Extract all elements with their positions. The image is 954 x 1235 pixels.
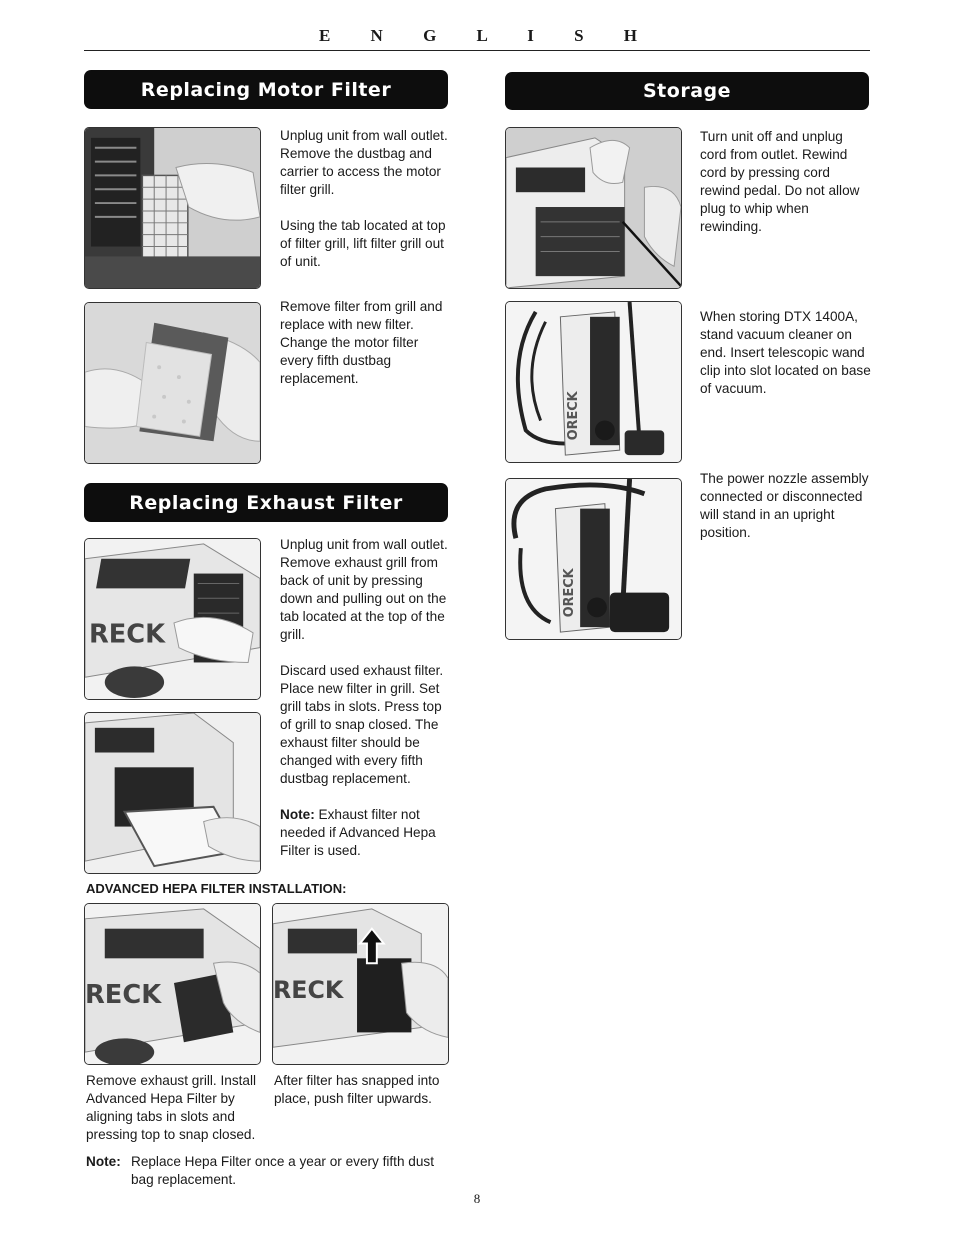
photo-brand-label-3: RECK [273, 975, 344, 1004]
motor-filter-grill-photo [84, 127, 261, 289]
storage-step1: Turn unit off and unplug cord from outlet. Rewind cord by pressing cord rewind pedal. Do not allow plug to whip when rewinding. [700, 129, 860, 234]
photo-brand-label: RECK [88, 619, 166, 650]
hepa-install-photo [84, 903, 261, 1065]
hepa-caption-left: Remove exhaust grill. Install Advanced Hepa Filter by aligning tabs in slots and pressing top to snap closed. [86, 1073, 256, 1142]
hepa-push-up-photo [272, 903, 449, 1065]
exhaust-note-text: Exhaust filter not needed if Advanced Hepa Filter is used. [280, 807, 436, 858]
vacuum-upright-photo [505, 301, 682, 463]
page-number: 8 [473, 1191, 481, 1206]
motor-filter-step1 [280, 127, 450, 271]
storage-step3: The power nozzle assembly connected or disconnected will stand in an upright position. [700, 471, 869, 540]
header-rule [84, 50, 870, 51]
hepa-note-label: Note: [86, 1154, 121, 1169]
storage-banner: Storage [505, 72, 869, 110]
photo-brand-label-5: ORECK [562, 568, 578, 618]
photo-brand-label-2: RECK [85, 979, 162, 1010]
motor-filter-step1-p1: Unplug unit from wall outlet. Remove the dustbag and carrier to access the motor filter grill. [280, 128, 448, 197]
exhaust-grill-remove-photo [84, 538, 261, 700]
storage-step2: When storing DTX 1400A, stand vacuum cleaner on end. Insert telescopic wand clip into slot located on base of vacuum. [700, 309, 871, 396]
motor-filter-replace-photo [84, 302, 261, 464]
motor-filter-step2: Remove filter from grill and replace with new filter. Change the motor filter every fifth dustbag replacement. [280, 299, 443, 386]
exhaust-note-label: Note: [280, 807, 315, 822]
motor-filter-step1-p2: Using the tab located at top of filter grill, lift filter grill out of unit. [280, 218, 446, 269]
exhaust-filter-p2: Discard used exhaust filter. Place new filter in grill. Set grill tabs in slots. Press top of grill to snap closed. The exhaust filter should be changed with every fifth dustbag replacement. [280, 663, 444, 786]
photo-brand-label-4: ORECK [566, 391, 582, 441]
language-header: E N G L I S H [318, 26, 656, 45]
hepa-note-text: Replace Hepa Filter once a year or every fifth dust bag replacement. [131, 1154, 434, 1187]
power-nozzle-photo [505, 478, 682, 640]
hepa-note [86, 1153, 446, 1189]
exhaust-filter-p1: Unplug unit from wall outlet. Remove exhaust grill from back of unit by pressing down and pulling out on the tab located at the top of the grill. [280, 537, 448, 642]
exhaust-filter-text [280, 536, 450, 860]
cord-rewind-photo [505, 127, 682, 289]
exhaust-filter-banner: Replacing Exhaust Filter [84, 483, 448, 522]
hepa-heading: ADVANCED HEPA FILTER INSTALLATION: [86, 881, 347, 896]
hepa-caption-right: After filter has snapped into place, push filter upwards. [274, 1073, 440, 1106]
exhaust-filter-note [280, 806, 450, 860]
exhaust-filter-new-photo [84, 712, 261, 874]
motor-filter-banner: Replacing Motor Filter [84, 70, 448, 109]
